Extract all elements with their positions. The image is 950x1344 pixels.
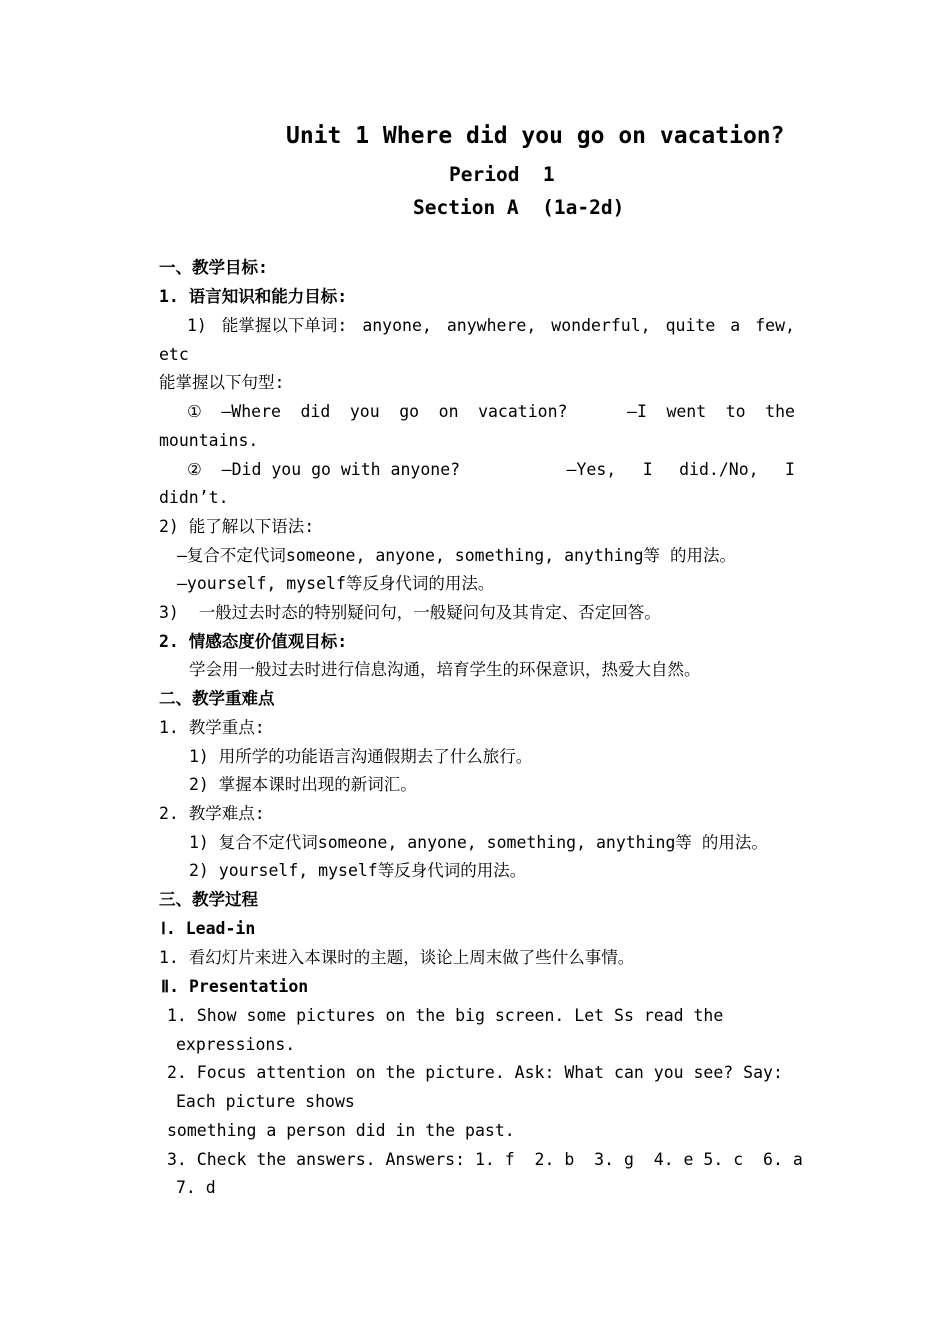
presentation-item-2-continued-2: something a person did in the past. (167, 1121, 515, 1140)
difficulty-heading: 2. 教学难点: (159, 804, 265, 823)
keypoints-heading: 二、教学重难点 (159, 689, 275, 708)
presentation-heading: Ⅱ. Presentation (161, 977, 309, 996)
grammar-item-1: —复合不定代词someone, anyone, something, anything等 的用法。 (177, 546, 736, 565)
objectives-heading: 一、教学目标: (159, 258, 268, 277)
grammar-item-3: 3) 一般过去时态的特别疑问句，一般疑问句及其肯定、否定回答。 (159, 603, 661, 622)
focus-item-1: 1) 用所学的功能语言沟通假期去了什么旅行。 (189, 747, 533, 766)
sentence-pattern-1: ① —Where did you go on vacation? —I went to the (187, 402, 795, 421)
focus-heading: 1. 教学重点: (159, 718, 265, 737)
sentences-intro: 能掌握以下句型: (159, 373, 285, 392)
sentence-pattern-2-continued: didn’t. (159, 488, 229, 507)
grammar-item-2: —yourself, myself等反身代词的用法。 (177, 574, 495, 593)
grammar-intro: 2) 能了解以下语法: (159, 517, 315, 536)
difficulty-item-2: 2) yourself, myself等反身代词的用法。 (189, 861, 527, 880)
leadin-item-1: 1. 看幻灯片来进入本课时的主题，谈论上周末做了些什么事情。 (159, 948, 635, 967)
emotion-objectives-text: 学会用一般过去时进行信息沟通，培育学生的环保意识，热爱大自然。 (189, 660, 701, 679)
presentation-item-2-continued: Each picture shows (176, 1092, 355, 1111)
presentation-item-1: 1. Show some pictures on the big screen. Let Ss read the (167, 1006, 724, 1025)
sentence-pattern-2: ② —Did you go with anyone? —Yes, I did./No, I (187, 460, 795, 479)
difficulty-item-1: 1) 复合不定代词someone, anyone, something, anything等 的用法。 (189, 833, 768, 852)
presentation-item-3: 3. Check the answers. Answers: 1. f 2. b 3. g 4. e 5. c 6. a (167, 1150, 803, 1169)
presentation-item-3-continued: 7. d (176, 1178, 216, 1197)
emotion-objectives-heading: 2. 情感态度价值观目标: (159, 632, 348, 651)
presentation-item-2: 2. Focus attention on the picture. Ask: What can you see? Say: (167, 1063, 783, 1082)
words-line: 1) 能掌握以下单词: anyone, anywhere, wonderful, quite a few, (187, 316, 795, 335)
focus-item-2: 2) 掌握本课时出现的新词汇。 (189, 775, 417, 794)
leadin-heading: Ⅰ. Lead-in (161, 919, 256, 938)
sentence-pattern-1-continued: mountains. (159, 431, 259, 450)
process-heading: 三、教学过程 (159, 890, 258, 909)
section-label: Section A (1a-2d) (413, 196, 625, 219)
period-label: Period 1 (449, 163, 555, 186)
language-objectives-heading: 1. 语言知识和能力目标: (159, 287, 348, 306)
words-line-continued: etc (159, 345, 189, 364)
presentation-item-1-continued: expressions. (176, 1035, 296, 1054)
document-title: Unit 1 Where did you go on vacation? (286, 123, 785, 149)
